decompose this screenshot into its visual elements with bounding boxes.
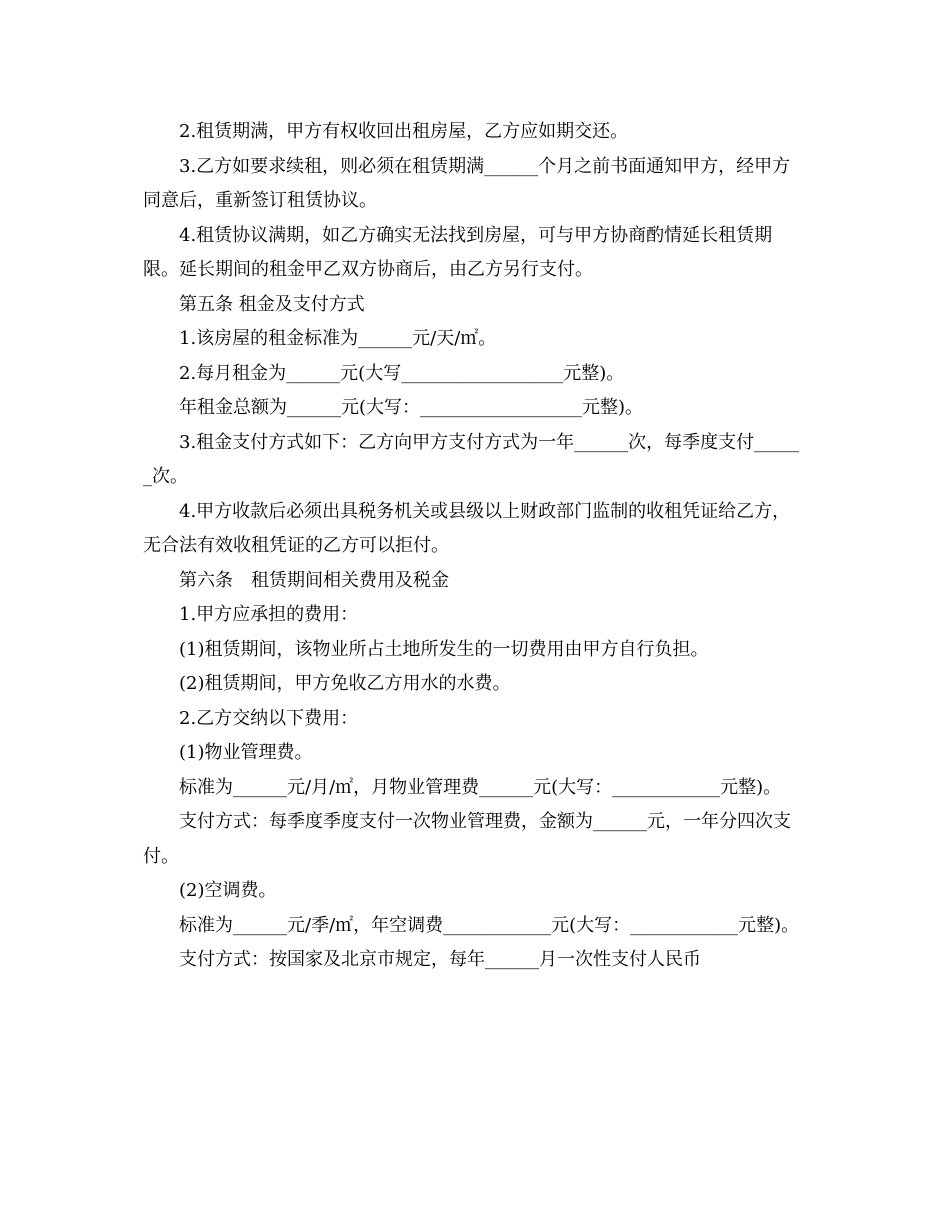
paragraph-property-management-fee: (1)物业管理费。	[179, 742, 313, 763]
paragraph-land-costs: (1)租赁期间，该物业所占土地所发生的一切费用由甲方自行负担。	[179, 638, 709, 660]
paragraph-rent-standard: 1.该房屋的租金标准为______元/天/㎡。	[179, 328, 497, 349]
paragraph-party-a-fees: 1.甲方应承担的费用：	[179, 604, 359, 625]
article-heading-fees-taxes: 第六条 租赁期间相关费用及税金	[179, 569, 449, 591]
paragraph-renewal-notice: 3.乙方如要求续租，则必须在租赁期满______个月之前书面通知甲方，经甲方同意后，重新签订租赁协议。	[143, 155, 791, 211]
paragraph-lease-expiry-return: 2.租赁期满，甲方有权收回出租房屋，乙方应如期交还。	[179, 121, 629, 142]
paragraph-air-conditioning-payment: 支付方式：按国家及北京市规定，每年______月一次性支付人民币	[179, 949, 701, 970]
paragraph-rent-receipt: 4.甲方收款后必须出具税务机关或县级以上财政部门监制的收租凭证给乙方，无合法有效收租凭证的乙方可以拒付。	[143, 500, 791, 556]
document-body	[143, 115, 803, 978]
paragraph-monthly-rent: 2.每月租金为______元(大写__________________元整)。	[179, 362, 625, 384]
paragraph-rent-payment-method: 3.租金支付方式如下：乙方向甲方支付方式为一年______次，每季度支付______次。	[143, 431, 800, 487]
article-heading-rent-payment: 第五条 租金及支付方式	[179, 293, 365, 315]
paragraph-water-fee: (2)租赁期间，甲方免收乙方用水的水费。	[179, 673, 511, 694]
paragraph-annual-rent: 年租金总额为______元(大写：__________________元整)。	[179, 397, 644, 418]
paragraph-party-b-fees: 2.乙方交纳以下费用：	[179, 707, 359, 729]
paragraph-air-conditioning-standard: 标准为______元/季/㎡，年空调费____________元(大写：____________元整)。	[179, 914, 800, 936]
paragraph-lease-extension: 4.租赁协议满期，如乙方确实无法找到房屋，可与甲方协商酌情延长租赁期限。延长期间的租金甲乙双方协商后，由乙方另行支付。	[143, 224, 773, 280]
paragraph-management-fee-payment: 支付方式：每季度季度支付一次物业管理费，金额为______元，一年分四次支付。	[143, 811, 791, 867]
paragraph-air-conditioning-fee: (2)空调费。	[179, 880, 277, 901]
paragraph-management-fee-standard: 标准为______元/月/㎡，月物业管理费______元(大写：____________元整)。	[179, 776, 782, 798]
